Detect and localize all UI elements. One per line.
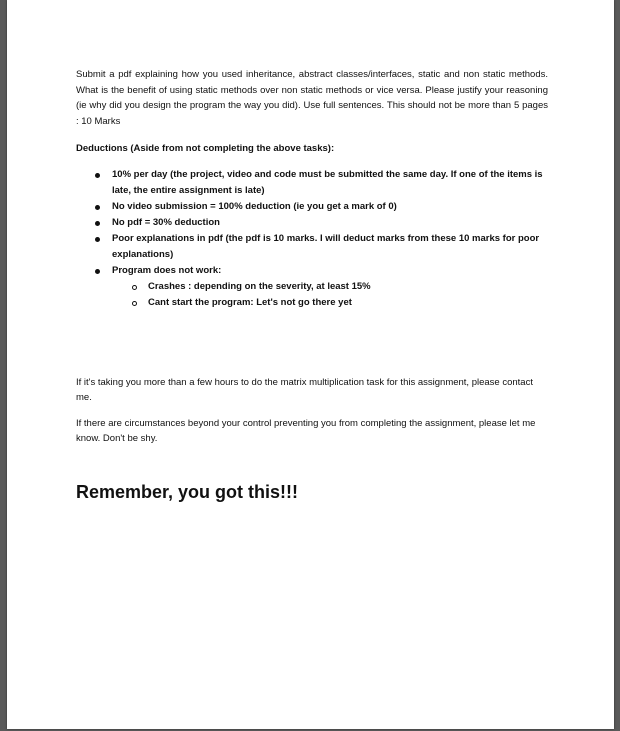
- sub-deduction-item: [112, 279, 548, 295]
- deduction-text: Program does not work:: [112, 264, 222, 276]
- deductions-heading: Deductions (Aside from not completing the above tasks):: [76, 143, 335, 154]
- deduction-item: [76, 263, 548, 311]
- sub-deduction-text: Cant start the program: Let's not go there yet: [148, 296, 352, 308]
- bullet-icon: [95, 269, 100, 274]
- deduction-item: [76, 231, 548, 263]
- circumstances-paragraph: If there are circumstances beyond your control preventing you from completing the assignment, please let me know. Don't be shy.: [76, 417, 536, 444]
- sub-deduction-text: Crashes : depending on the severity, at least 15%: [148, 280, 371, 292]
- intro-paragraph: Submit a pdf explaining how you used inheritance, abstract classes/interfaces, static and non static methods. What is the benefit of using static methods over non static methods or vice versa. Please justify your reasoning (ie why did you design the program the way you did). Use full sentences. This should not be more than 5 pages : 10 Marks: [76, 69, 548, 127]
- deduction-text: No video submission = 100% deduction (ie you get a mark of 0): [112, 200, 397, 212]
- deduction-item: [76, 199, 548, 215]
- deduction-text: No pdf = 30% deduction: [112, 216, 220, 228]
- hollow-bullet-icon: [132, 301, 137, 306]
- closing-heading: Remember, you got this!!!: [76, 481, 299, 502]
- deduction-item: [76, 215, 548, 231]
- deduction-text: Poor explanations in pdf (the pdf is 10 marks. I will deduct marks from these 10 marks for poor explanations): [112, 232, 540, 260]
- document-page: [7, 0, 614, 729]
- hollow-bullet-icon: [132, 285, 137, 290]
- bullet-icon: [95, 173, 100, 178]
- deduction-item: [76, 167, 548, 199]
- page-content: [76, 67, 548, 504]
- deductions-list: [76, 167, 548, 311]
- bullet-icon: [95, 205, 100, 210]
- bullet-icon: [95, 221, 100, 226]
- deduction-text: 10% per day (the project, video and code must be submitted the same day. If one of the items is late, the entire assignment is late): [112, 168, 543, 196]
- sub-deductions-list: [112, 279, 548, 311]
- contact-paragraph: If it's taking you more than a few hours to do the matrix multiplication task for this assignment, please contact me.: [76, 376, 533, 403]
- sub-deduction-item: [112, 295, 548, 311]
- bullet-icon: [95, 237, 100, 242]
